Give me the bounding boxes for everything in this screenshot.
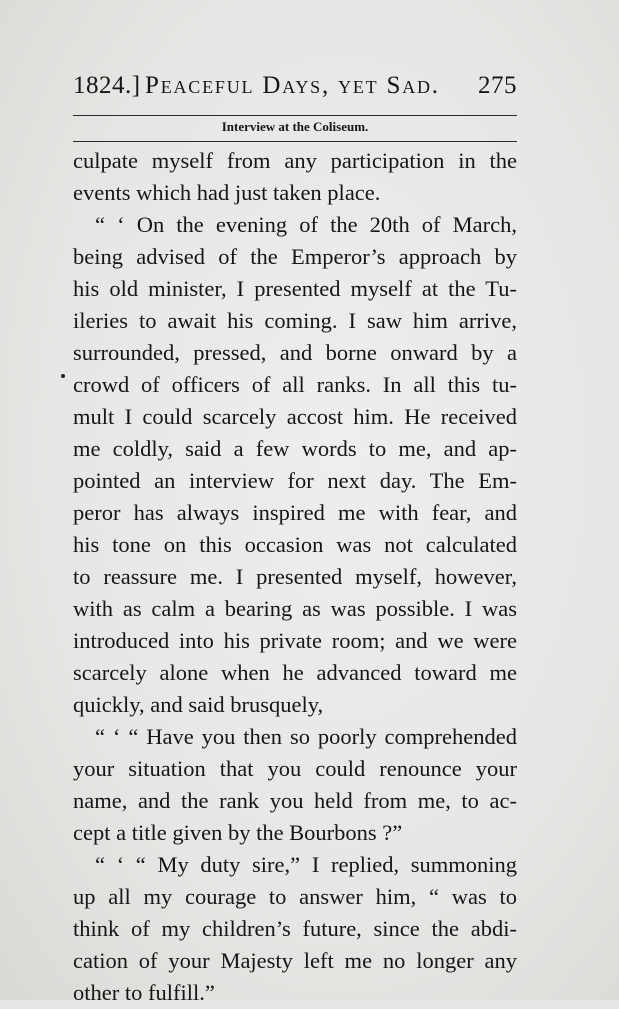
text-line: introduced into his private room; and we were (73, 628, 517, 653)
body-text (73, 145, 517, 1009)
text-line: “ ‘ “ My duty sire,” I replied, summoning (95, 852, 517, 877)
header-rule-top (73, 115, 517, 116)
running-head-year: 1824.] (73, 72, 141, 99)
text-line: up all my courage to answer him, “ was to (73, 884, 517, 909)
text-line: other to fulfill.” (73, 980, 215, 1005)
text-line: being advised of the Emperor’s approach by (73, 244, 517, 269)
text-line: pointed an interview for next day. The Em- (73, 468, 517, 493)
text-line: ileries to await his coming. I saw him arrive, (73, 308, 517, 333)
text-line: peror has always inspired me with fear, and (73, 500, 517, 525)
section-heading: Interview at the Coliseum. (221, 119, 369, 134)
text-line: surrounded, pressed, and borne onward by a (73, 340, 517, 365)
running-head-title: Peaceful Days, yet Sad. (145, 72, 440, 99)
text-line: cept a title given by the Bourbons ?” (73, 820, 403, 845)
running-head (73, 72, 517, 112)
text-line: think of my children’s future, since the abdi- (73, 916, 517, 941)
text-line: with as calm a bearing as was possible. I was (73, 596, 517, 621)
text-line: his tone on this occasion was not calculated (73, 532, 517, 557)
text-line: mult I could scarcely accost him. He received (73, 404, 517, 429)
margin-mark (61, 374, 65, 378)
page-number: 275 (478, 72, 517, 99)
text-line: “ ‘ On the evening of the 20th of March, (95, 212, 517, 237)
text-line: “ ‘ “ Have you then so poorly comprehended (95, 724, 517, 749)
header-rule-bottom (73, 141, 517, 142)
text-line: his old minister, I presented myself at the Tu- (73, 276, 517, 301)
text-line: scarcely alone when he advanced toward me (73, 660, 517, 685)
text-line: cation of your Majesty left me no longer any (73, 948, 517, 973)
text-line: crowd of officers of all ranks. In all this tu- (73, 372, 517, 397)
text-line: me coldly, said a few words to me, and ap- (73, 436, 517, 461)
text-line: events which had just taken place. (73, 180, 381, 205)
text-line: your situation that you could renounce your (73, 756, 517, 781)
text-line: to reassure me. I presented myself, however, (73, 564, 517, 589)
text-line: quickly, and said brusquely, (73, 692, 324, 717)
text-line: culpate myself from any participation in the (73, 148, 517, 173)
text-line: name, and the rank you held from me, to ac- (73, 788, 517, 813)
